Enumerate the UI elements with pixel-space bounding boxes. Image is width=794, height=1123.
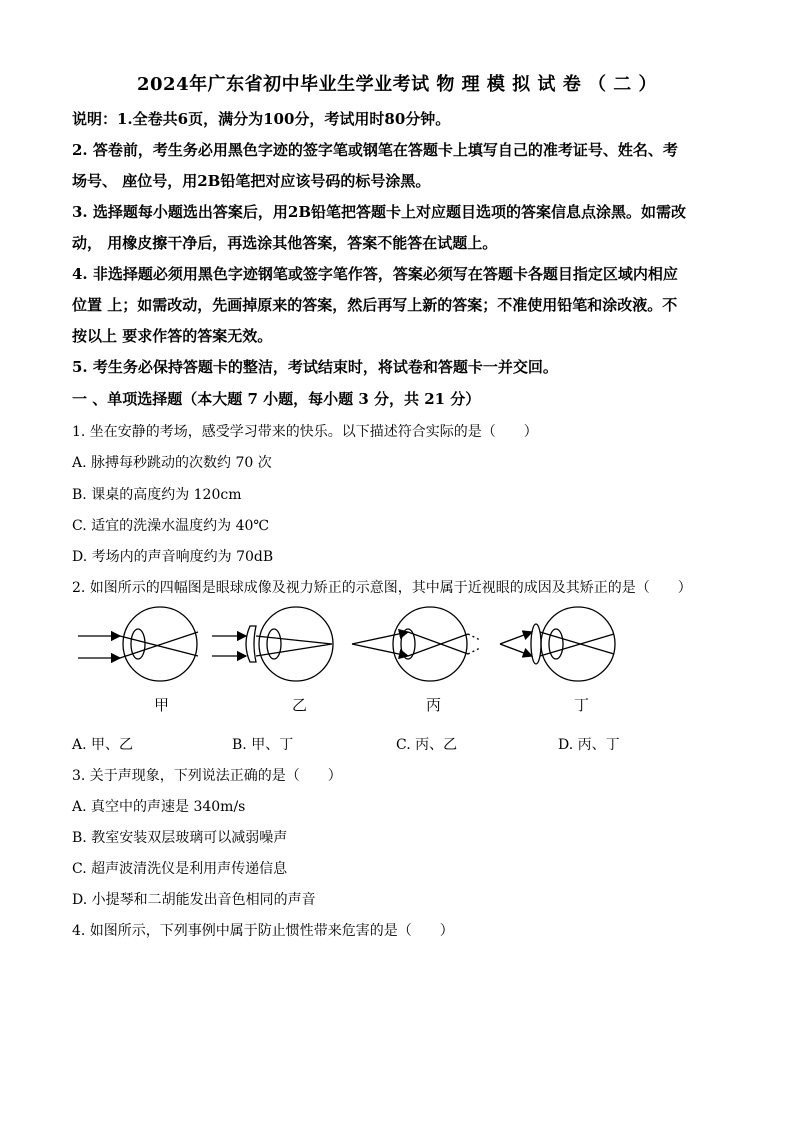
figure-label-yi: 乙 [292, 696, 308, 714]
instruction-line-3: 场号、 座位号，用2B铅笔把对应该号码的标号涂黑。 [72, 172, 431, 190]
instruction-line-9: 5. 考生务必保持答题卡的整洁，考试结束时，将试卷和答题卡一并交回。 [72, 358, 558, 376]
eye-diagram-bing [352, 607, 480, 681]
question-2-option-b: B. 甲、丁 [232, 737, 294, 753]
eye-diagram-ding [500, 607, 615, 681]
question-3-option-b: B. 教室安装双层玻璃可以减弱噪声 [72, 830, 288, 846]
section-heading: 一 、单项选择题（本大题 7 小题，每小题 3 分，共 21 分） [72, 390, 481, 408]
figure-label-bing: 丙 [426, 696, 442, 714]
instruction-line-6: 4. 非选择题必须用黑色字迹钢笔或签字笔作答，答案必须写在答题卡各题目指定区域内相应 [72, 265, 678, 283]
question-2-options [72, 734, 732, 754]
question-1-stem: 1. 坐在安静的考场，感受学习带来的快乐。以下描述符合实际的是（ ） [72, 424, 538, 440]
question-1-option-a: A. 脉搏每秒跳动的次数约 70 次 [72, 455, 272, 471]
instruction-line-7: 位置 上；如需改动，先画掉原来的答案，然后再写上新的答案；不准使用铅笔和涂改液。不 [72, 296, 678, 314]
instruction-line-2: 2. 答卷前，考生务必用黑色字迹的签字笔或钢笔在答题卡上填写自己的准考证号、姓名、考 [72, 141, 678, 159]
figure-label-jia: 甲 [154, 696, 170, 714]
question-3-stem: 3. 关于声现象，下列说法正确的是（ ） [72, 768, 342, 784]
instruction-line-8: 按以上 要求作答的答案无效。 [72, 327, 273, 345]
instruction-line-1: 说明：1.全卷共6页，满分为100分，考试用时80分钟。 [72, 110, 451, 128]
question-2-option-d: D. 丙、丁 [558, 737, 620, 753]
exam-title: 2024年广东省初中毕业生学业考试 物 理 模 拟 试 卷 （ 二 ） [137, 74, 657, 95]
question-3-option-c: C. 超声波清洗仪是利用声传递信息 [72, 861, 288, 877]
question-1-option-c: C. 适宜的洗澡水温度约为 40℃ [72, 518, 270, 534]
question-2-option-a: A. 甲、乙 [72, 737, 134, 753]
figure-label-ding: 丁 [574, 696, 590, 714]
question-3-option-d: D. 小提琴和二胡能发出音色相同的声音 [72, 892, 316, 908]
question-1-option-d: D. 考场内的声音响度约为 70dB [72, 549, 274, 565]
question-2-option-c: C. 丙、乙 [396, 737, 458, 753]
question-3-option-a: A. 真空中的声速是 340m/s [72, 799, 246, 815]
eye-diagram-jia [78, 607, 198, 681]
instruction-line-4: 3. 选择题每小题选出答案后，用2B铅笔把答题卡上对应题目选项的答案信息点涂黑。如需改 [72, 203, 687, 221]
question-1-option-b: B. 课桌的高度约为 120cm [72, 487, 242, 503]
question-4-stem: 4. 如图所示，下列事例中属于防止惯性带来危害的是（ ） [72, 923, 454, 939]
eye-diagram-figure [70, 598, 630, 723]
instruction-line-5: 动， 用橡皮擦干净后，再选涂其他答案，答案不能答在试题上。 [72, 234, 498, 252]
eye-diagram-yi [212, 607, 333, 681]
eye-diagrams [70, 598, 630, 698]
question-2-stem: 2. 如图所示的四幅图是眼球成像及视力矫正的示意图，其中属于近视眼的成因及其矫正的是（ ） [72, 580, 692, 596]
